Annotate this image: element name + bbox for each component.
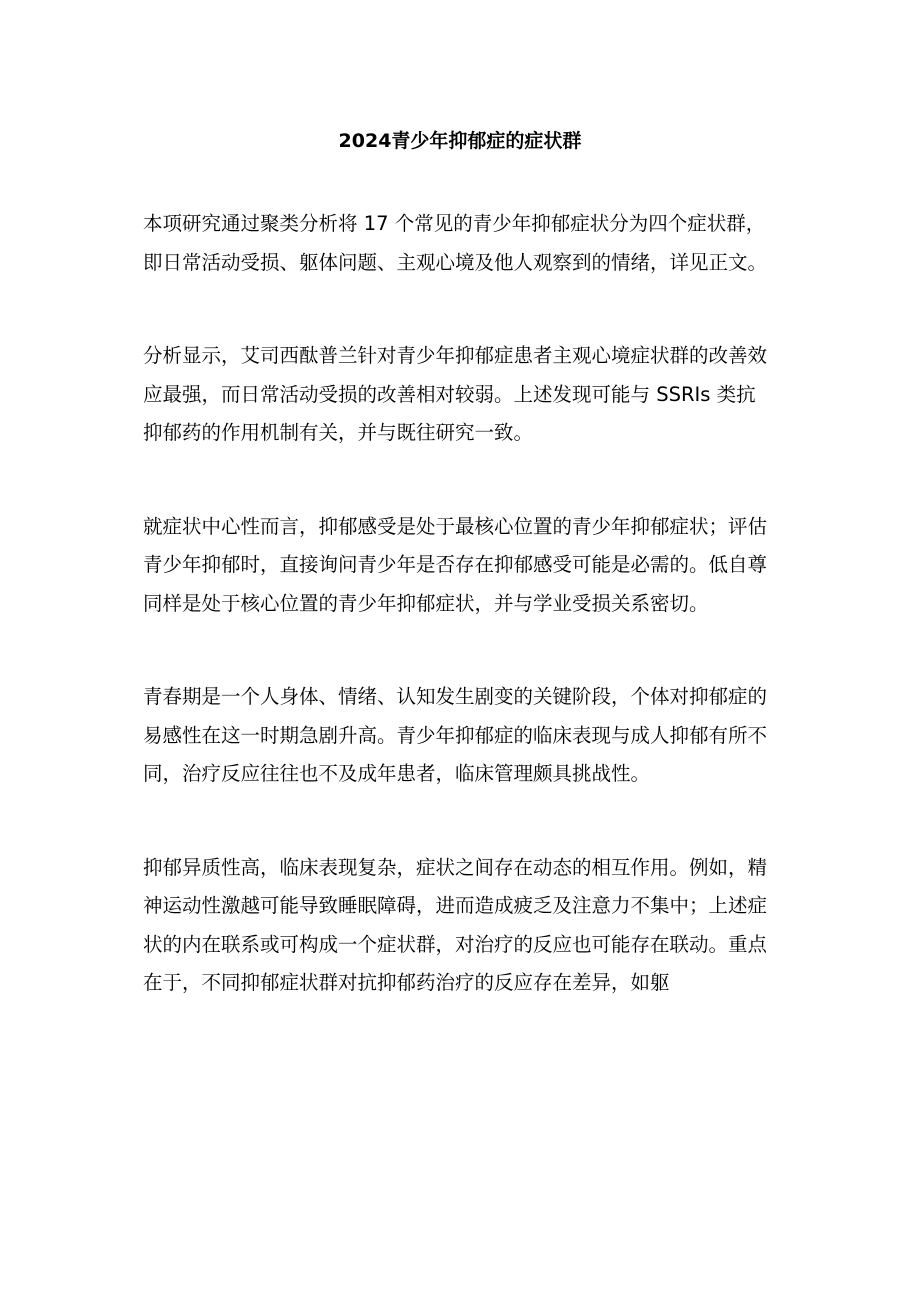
paragraph-4: 青春期是一个人身体、情绪、认知发生剧变的关键阶段，个体对抑郁症的易感性在这一时期急剧升高。青少年抑郁症的临床表现与成人抑郁有所不同，治疗反应往往也不及成年患者，临床管理颇具挑战性。 <box>143 685 768 785</box>
paragraph-3: 就症状中心性而言，抑郁感受是处于最核心位置的青少年抑郁症状；评估青少年抑郁时，直接询问青少年是否存在抑郁感受可能是必需的。低自尊同样是处于核心位置的青少年抑郁症状，并与学业受损关系密切。 <box>143 514 768 615</box>
paragraph-2: 分析显示，艾司西酞普兰针对青少年抑郁症患者主观心境症状群的改善效应最强，而日常活动受损的改善相对较弱。上述发现可能与 SSRIs 类抗抑郁药的作用机制有关，并与既往研究一致。 <box>143 344 768 444</box>
document-title: 2024青少年抑郁症的症状群 <box>338 130 582 152</box>
paragraph-1: 本项研究通过聚类分析将 17 个常见的青少年抑郁症状分为四个症状群，即日常活动受损、躯体问题、主观心境及他人观察到的情绪，详见正文。 <box>143 212 768 274</box>
paragraph-5: 抑郁异质性高，临床表现复杂，症状之间存在动态的相互作用。例如，精神运动性激越可能导致睡眠障碍，进而造成疲乏及注意力不集中；上述症状的内在联系或可构成一个症状群，对治疗的反应也可能存在联动。重点在于，不同抑郁症状群对抗抑郁药治疗的反应存在差异，如躯 <box>143 855 768 994</box>
document-body <box>143 205 771 1058</box>
